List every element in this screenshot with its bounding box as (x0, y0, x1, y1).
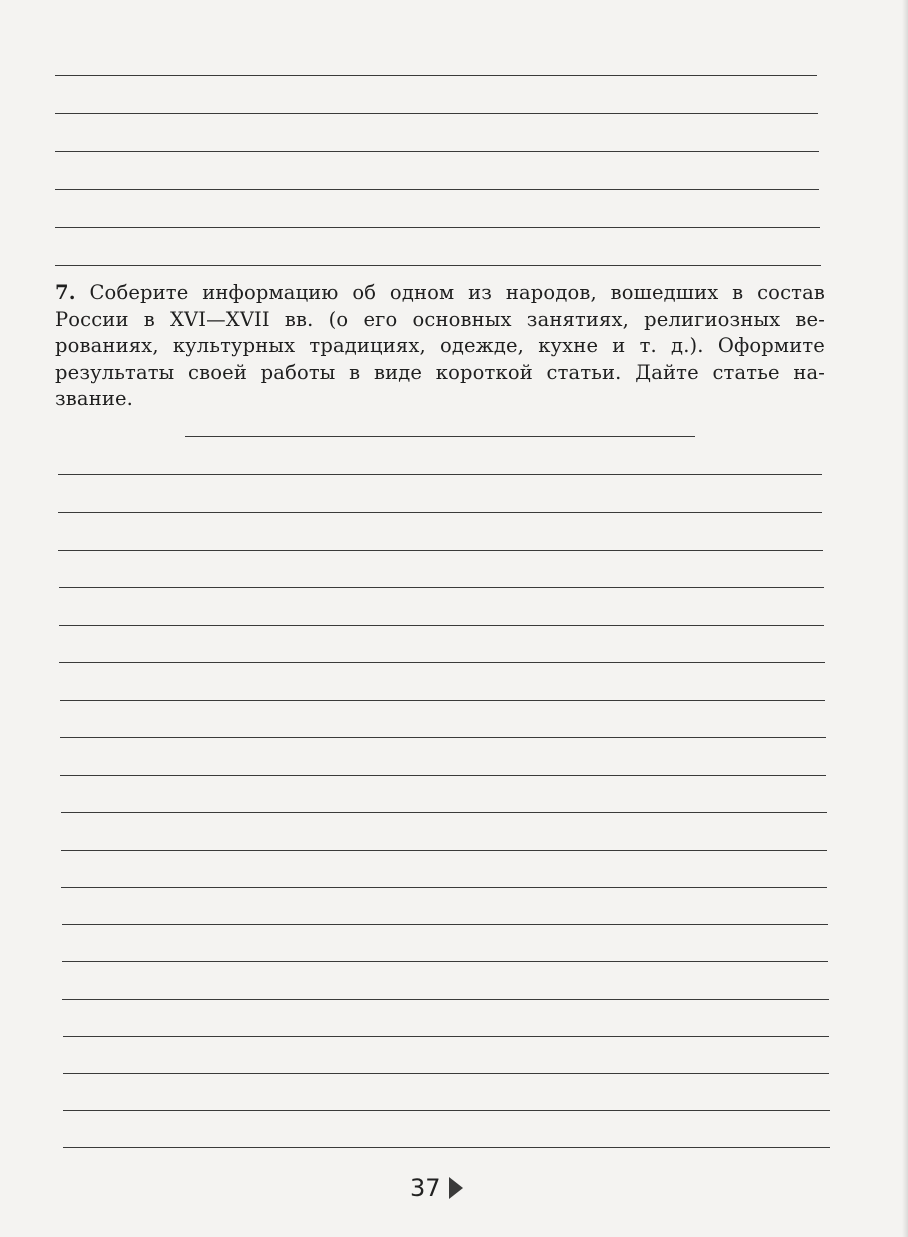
task-text-line-2: России в XVI—XVII вв. (о его основных занятиях, религиозных ве- (55, 307, 825, 331)
answer-line[interactable] (55, 75, 817, 76)
task-text-line-3: рованиях, культурных традициях, одежде, кухне и т. д.). Оформите (55, 334, 825, 357)
answer-line[interactable] (59, 662, 825, 663)
answer-line[interactable] (60, 737, 826, 738)
answer-line[interactable] (60, 700, 825, 701)
title-line[interactable] (185, 436, 695, 437)
task-text-line-5: звание. (55, 387, 134, 410)
answer-line[interactable] (59, 625, 824, 626)
answer-line[interactable] (55, 113, 818, 114)
task-7-text (55, 280, 825, 413)
page-edge-shadow (902, 0, 908, 1237)
answer-line[interactable] (58, 512, 822, 513)
answer-line[interactable] (55, 227, 820, 228)
answer-line[interactable] (63, 1036, 829, 1037)
answer-line[interactable] (55, 151, 819, 152)
answer-line[interactable] (62, 924, 828, 925)
task-number: 7. (55, 281, 76, 304)
answer-line[interactable] (61, 887, 827, 888)
answer-line[interactable] (55, 265, 821, 266)
answer-line[interactable] (55, 189, 819, 190)
page-number: 37 (410, 1174, 441, 1202)
task-text-line-1: 7. Соберите информацию об одном из народов, вошедших в состав (55, 281, 825, 304)
answer-line[interactable] (63, 1073, 829, 1074)
answer-line[interactable] (61, 850, 827, 851)
answer-line[interactable] (62, 999, 829, 1000)
task-text-line-4: результаты своей работы в виде короткой статьи. Дайте статье на- (55, 360, 825, 384)
answer-line[interactable] (60, 775, 826, 776)
answer-line[interactable] (58, 474, 822, 475)
arrow-right-icon (449, 1177, 463, 1199)
answer-line[interactable] (61, 812, 827, 813)
answer-line[interactable] (62, 961, 828, 962)
answer-line[interactable] (63, 1147, 830, 1148)
answer-line[interactable] (58, 550, 823, 551)
page-footer (410, 1172, 463, 1204)
answer-line[interactable] (63, 1110, 830, 1111)
answer-line[interactable] (59, 587, 824, 588)
